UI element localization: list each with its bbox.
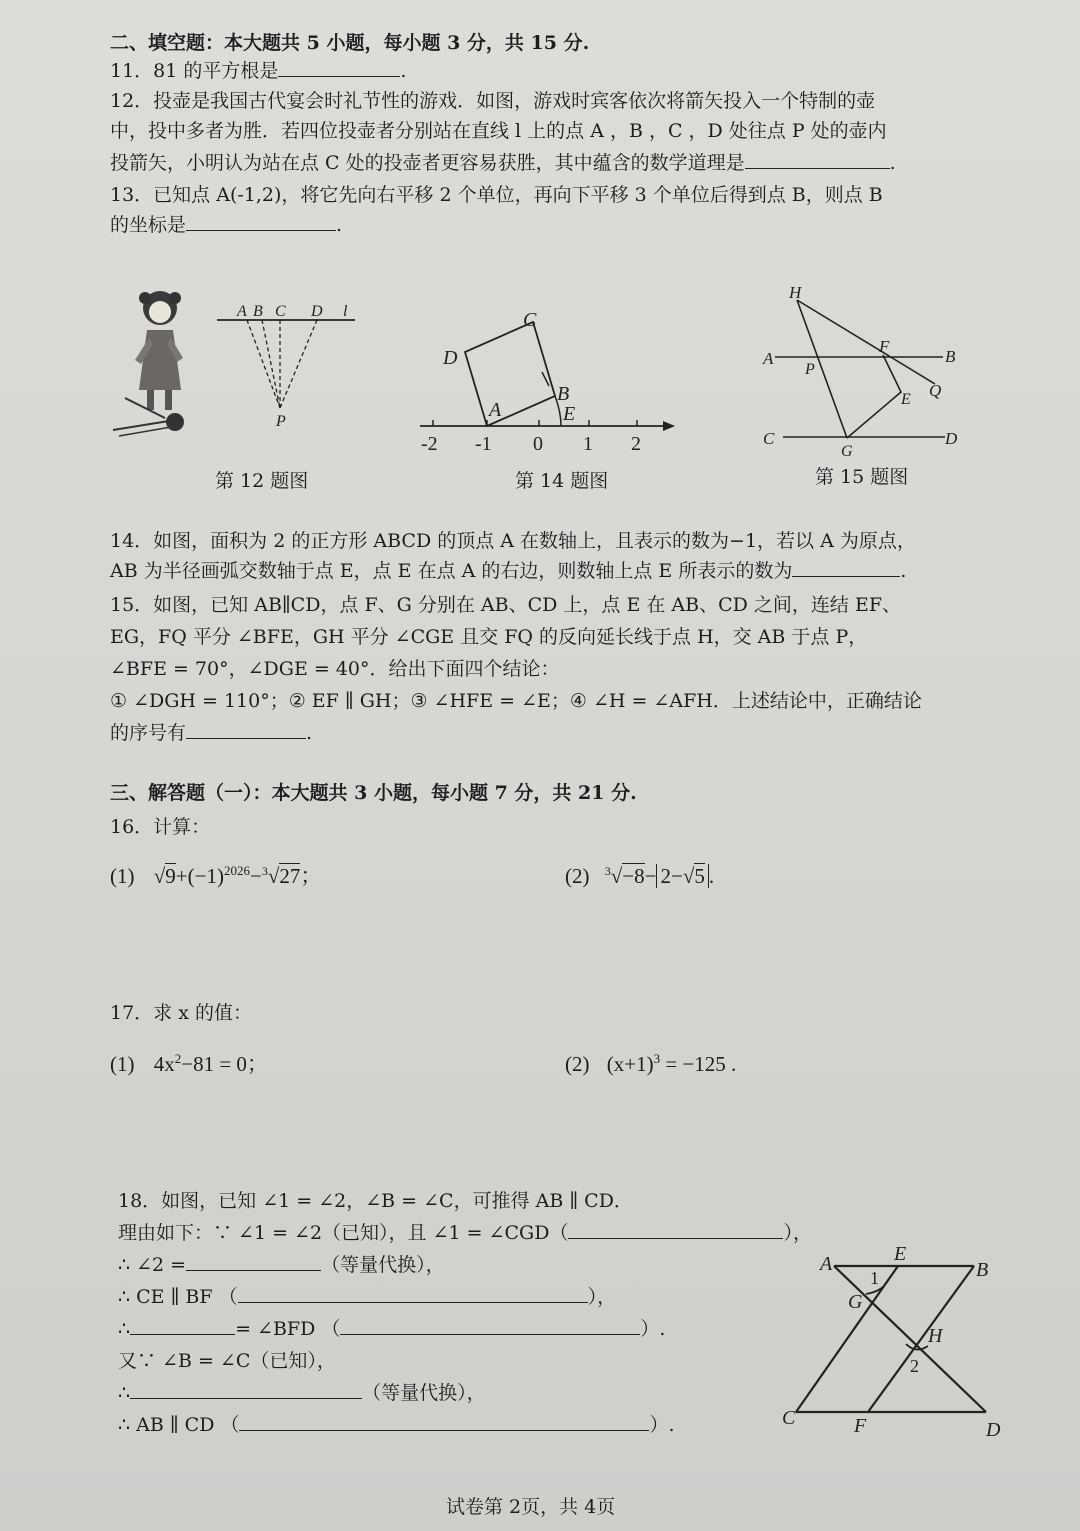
q16-p2-minus: − <box>644 864 657 888</box>
q15-line5 <box>110 720 312 746</box>
q18-line3-text: ∴ ∠2 = <box>118 1254 187 1276</box>
q18-line5 <box>118 1316 665 1342</box>
q15-line5-text: 的序号有 <box>110 722 187 744</box>
q17-p2-number: (2) <box>565 1052 590 1076</box>
q16-p2-cbrt-minus8: −8 <box>622 864 645 888</box>
q18-reason1-blank[interactable] <box>568 1220 783 1239</box>
q17-part1 <box>110 1046 268 1077</box>
fig18-label-B: B <box>976 1259 989 1281</box>
q12-line1: 12．投壶是我国古代宴会时礼节性的游戏．如图，游戏时宾客依次将箭矢投入一个特制的壶 <box>110 90 876 112</box>
q14-line1: 14．如图，面积为 2 的正方形 ABCD 的顶点 A 在数轴上，且表示的数为−1，若以 A 为原点， <box>110 530 916 552</box>
figure-14 <box>415 300 685 460</box>
fig14-label-B: B <box>557 383 570 405</box>
fig15-label-H: H <box>789 283 802 302</box>
fig15-caption: 第 15 题图 <box>815 466 909 488</box>
q18-line8-end: ）. <box>649 1414 675 1436</box>
q16-p1-minus: − <box>249 864 262 888</box>
q18-line2-text: 理由如下：∵ ∠1 = ∠2（已知），且 ∠1 = ∠CGD（ <box>118 1222 569 1244</box>
q11-end: . <box>400 60 407 82</box>
q17-p1-exponent: 2 <box>174 1051 182 1066</box>
q16-p2-end: . <box>708 864 715 888</box>
q14-line2 <box>110 558 906 584</box>
fig18-label-H: H <box>928 1325 943 1347</box>
q13-line1: 13．已知点 A(-1,2)，将它先向右平移 2 个单位，再向下平移 3 个单位后得到点 B，则点 B <box>110 184 883 206</box>
fig15-label-E: E <box>901 391 911 408</box>
section2-heading: 二、填空题：本大题共 5 小题，每小题 3 分，共 15 分. <box>110 32 590 54</box>
q18-line7-text: ∴ <box>118 1382 131 1404</box>
page-footer: 试卷第 2页，共 4页 <box>446 1496 616 1518</box>
q17-p1-rest: −81 = 0； <box>181 1052 268 1076</box>
fig15-label-Q: Q <box>929 381 942 400</box>
q16-p1-sqrt-9: 9 <box>165 864 176 888</box>
q14-answer-blank[interactable] <box>792 558 900 577</box>
q15-answer-blank[interactable] <box>186 720 306 739</box>
q13-end: . <box>336 214 343 236</box>
fig18-label-angle1: 1 <box>870 1268 879 1288</box>
q18-line4-end: ）， <box>587 1286 617 1308</box>
q16-title: 16．计算： <box>110 816 211 838</box>
q18-line2-end: ）， <box>783 1222 812 1244</box>
fig14-label-A: A <box>489 399 502 421</box>
q15-line4: ① ∠DGH = 110°；② EF ∥ GH；③ ∠HFE = ∠E；④ ∠H = ∠AFH．上述结论中，正确结论 <box>110 690 922 712</box>
q18-angle-blank[interactable] <box>186 1252 321 1271</box>
fig12-caption: 第 12 题图 <box>215 470 309 492</box>
q18-reason3-blank[interactable] <box>340 1316 640 1335</box>
fig15-label-B: B <box>945 347 956 366</box>
q18-reason5-blank[interactable] <box>239 1412 649 1431</box>
q18-reason2-blank[interactable] <box>238 1284 588 1303</box>
fig15-label-A: A <box>763 349 774 368</box>
fig14-tick-minus2: -2 <box>421 433 438 455</box>
q18-line4 <box>118 1284 616 1310</box>
q18-line5-mid: = ∠BFD （ <box>235 1318 341 1340</box>
fig15-label-G: G <box>841 443 853 460</box>
fig12-label-D: D <box>311 303 323 320</box>
fig14-label-E: E <box>563 403 576 425</box>
fig18-label-D: D <box>986 1419 1001 1441</box>
q18-line2 <box>118 1220 812 1246</box>
fig12-label-l: l <box>343 303 348 320</box>
fig15-label-P: P <box>805 361 815 378</box>
q12-line3 <box>110 150 896 176</box>
q12-answer-blank[interactable] <box>745 150 890 169</box>
fig12-label-C: C <box>275 303 286 320</box>
q14-end: . <box>900 560 907 582</box>
fig14-caption: 第 14 题图 <box>515 470 609 492</box>
q18-line4-text: ∴ CE ∥ BF （ <box>118 1286 238 1308</box>
q17-title: 17．求 x 的值： <box>110 1002 252 1024</box>
q16-p1-end: ； <box>300 864 322 888</box>
q18-line3-end: （等量代换）， <box>321 1254 445 1276</box>
q16-p2-root-index: 3 <box>604 864 611 878</box>
q13-line2 <box>110 212 342 238</box>
fig12-label-B: B <box>253 303 263 320</box>
fig18-label-F: F <box>854 1415 867 1437</box>
q18-line3 <box>118 1252 445 1278</box>
q17-p2-rest: = −125 . <box>660 1052 737 1076</box>
q11 <box>110 58 406 84</box>
q12-end: . <box>889 152 896 174</box>
figure-15 <box>755 280 970 460</box>
q18-line8-text: ∴ AB ∥ CD （ <box>118 1414 240 1436</box>
fig15-label-C: C <box>763 429 775 448</box>
q16-p1-cbrt-27: 27 <box>279 864 301 888</box>
q16-p2-number: (2) <box>565 864 590 888</box>
figure-18 <box>778 1238 1008 1448</box>
fig14-label-C: C <box>523 309 537 331</box>
q12-line2: 中，投中多者为胜．若四位投壶者分别站在直线 l 上的点 A ，B ，C ，D 处往点 P 处的壶内 <box>110 120 887 142</box>
fig14-label-D: D <box>443 347 458 369</box>
fig18-label-angle2: 2 <box>910 1356 919 1376</box>
q13-line2-text: 的坐标是 <box>110 214 187 236</box>
q17-p2-term: (x+1) <box>606 1052 654 1076</box>
q16-part1: (1) $√9+(-1)^{2026}-^3√27$； <box>110 863 322 888</box>
fig15-label-D: D <box>945 429 958 448</box>
fig14-tick-2: 2 <box>631 433 641 455</box>
fig15-label-F: F <box>879 337 890 356</box>
q12-line3-text: 投箭矢，小明认为站在点 C 处的投壶者更容易获胜，其中蕴含的数学道理是 <box>110 152 745 174</box>
fig18-label-E: E <box>894 1243 907 1265</box>
q14-line2-text: AB 为半径画弧交数轴于点 E，点 E 在点 A 的右边，则数轴上点 E 所表示的数为 <box>110 560 793 582</box>
q17-part2 <box>565 1046 736 1077</box>
q16-part2: (2) $^3$√−8− 2−√5 . <box>565 864 715 888</box>
q18-line7-end: （等量代换）， <box>362 1382 486 1404</box>
q16-p1-root-index: 3 <box>261 864 268 878</box>
q15-line2: EG，FQ 平分 ∠BFE，GH 平分 ∠CGE 且交 FQ 的反向延长线于点 H，交 AB 于点 P， <box>110 626 868 648</box>
section3-heading: 三、解答题（一）：本大题共 3 小题，每小题 7 分，共 21 分. <box>110 782 637 804</box>
q16-p1-exponent: 2026 <box>223 863 250 878</box>
q18-line5-end: ）. <box>640 1318 666 1340</box>
q17-p1-number: (1) <box>110 1052 135 1076</box>
q18-line5-text: ∴ <box>118 1318 131 1340</box>
q18-reason4-blank[interactable] <box>130 1380 362 1399</box>
q11-text: 11．81 的平方根是 <box>110 60 279 82</box>
fig14-tick-0: 0 <box>533 433 543 455</box>
q16-p2-sqrt-5: 5 <box>694 864 705 888</box>
q18-line6: 又∵ ∠B = ∠C（已知）， <box>118 1350 336 1372</box>
q15-end: . <box>306 722 313 744</box>
fig12-label-A: A <box>237 303 247 320</box>
fig14-tick-1: 1 <box>583 433 593 455</box>
q16-p2-abs-left: 2− <box>660 864 683 888</box>
q17-p1-term: 4x <box>153 1052 175 1076</box>
q18-line7 <box>118 1380 486 1406</box>
fig12-label-P: P <box>276 413 286 430</box>
q16-p1-number: (1) <box>110 864 135 888</box>
q18-line1: 18．如图，已知 ∠1 = ∠2，∠B = ∠C，可推得 AB ∥ CD． <box>118 1190 633 1212</box>
q15-line3: ∠BFE = 70°，∠DGE = 40°．给出下面四个结论： <box>110 658 560 680</box>
q13-answer-blank[interactable] <box>186 212 336 231</box>
fig18-label-A: A <box>820 1253 833 1275</box>
girl-illustration <box>113 291 184 436</box>
q16-p1-term: +(−1) <box>175 864 224 888</box>
q11-answer-blank[interactable] <box>278 58 400 77</box>
q18-line8 <box>118 1412 675 1438</box>
q18-angle2-blank[interactable] <box>130 1316 235 1335</box>
fig18-label-C: C <box>782 1407 796 1429</box>
fig18-label-G: G <box>848 1291 863 1313</box>
q15-line1: 15．如图，已知 AB∥CD，点 F、G 分别在 AB、CD 上，点 E 在 AB、CD 之间，连结 EF、 <box>110 594 901 616</box>
q17-p2-exponent: 3 <box>653 1051 661 1066</box>
fig14-tick-minus1: -1 <box>475 433 492 455</box>
figure-12 <box>105 280 365 455</box>
